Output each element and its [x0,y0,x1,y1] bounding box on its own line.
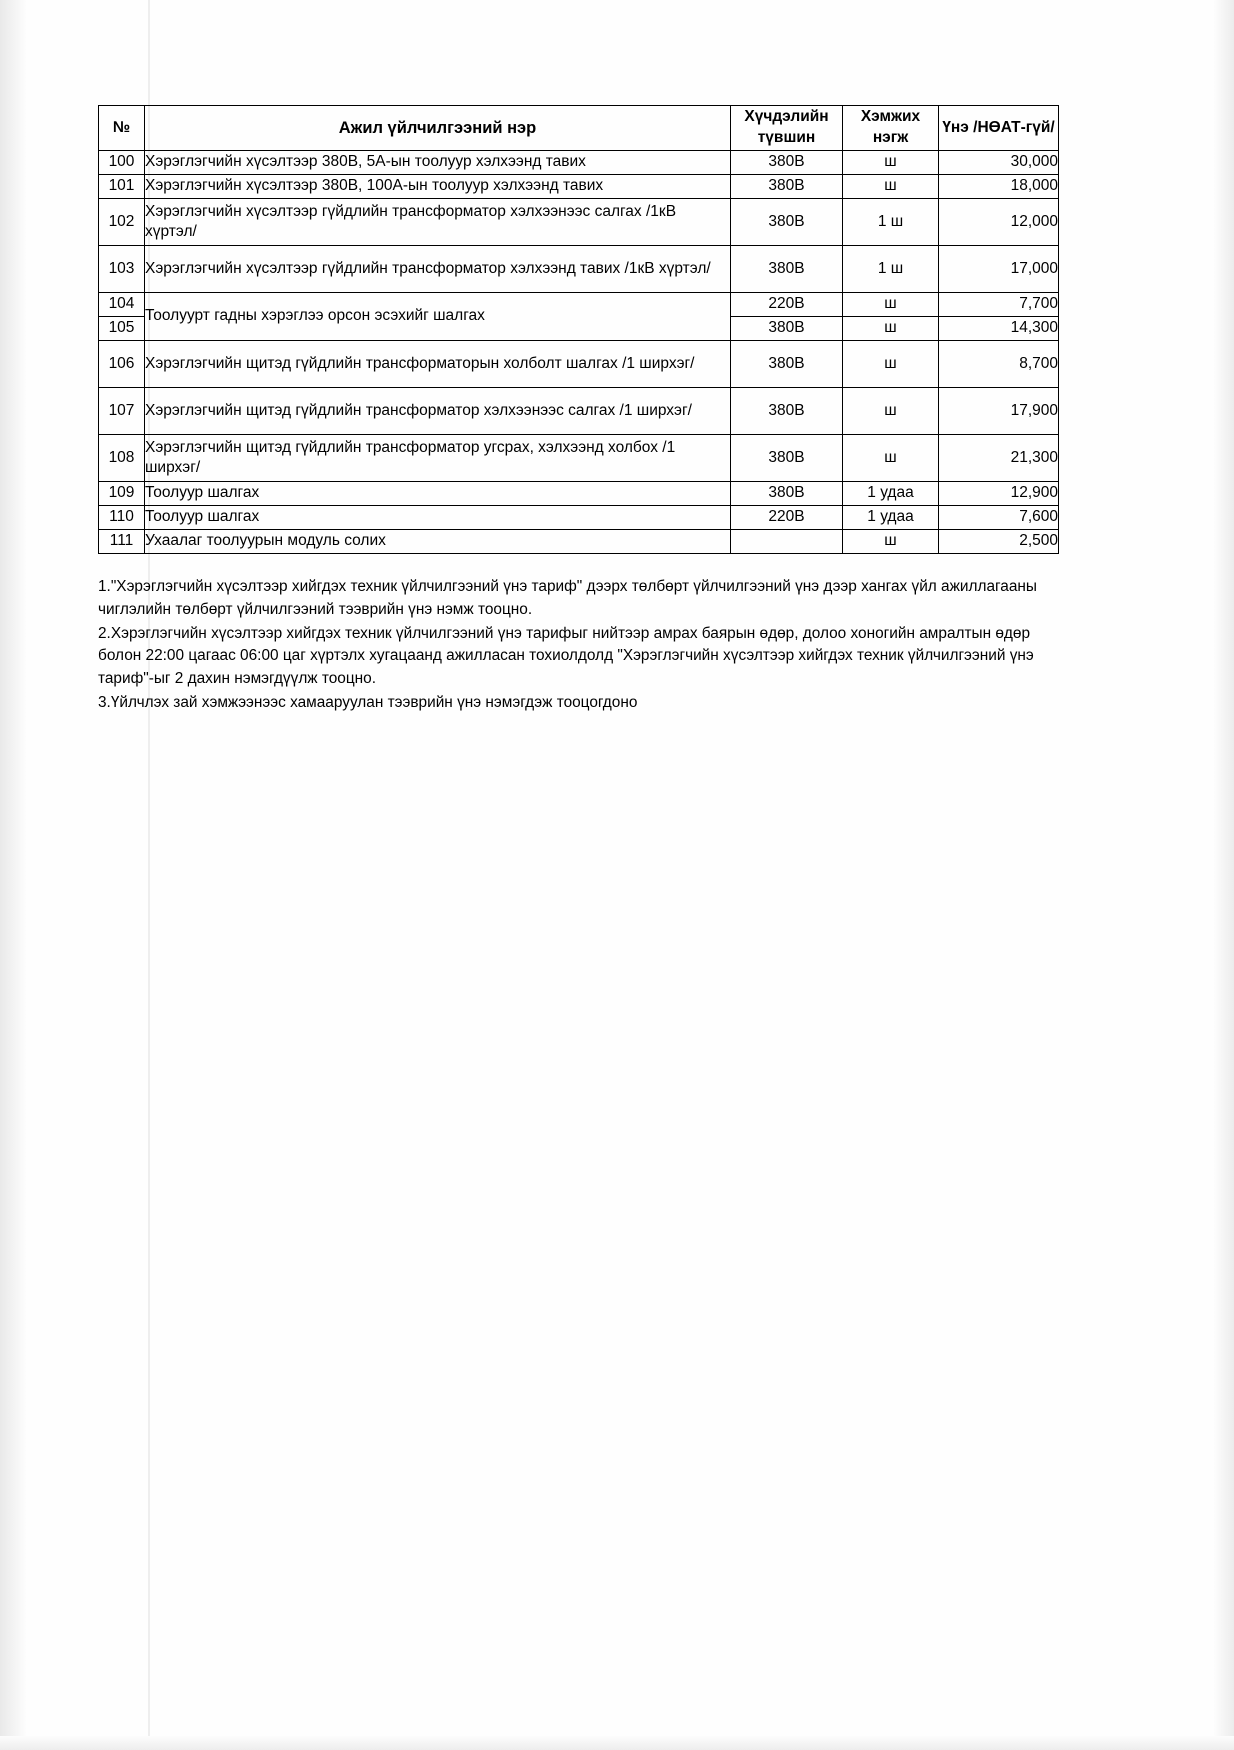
row-unit: ш [843,317,939,341]
row-voltage: 380В [731,151,843,175]
row-price: 8,700 [939,341,1059,388]
table-header [99,106,1059,151]
row-voltage: 380В [731,388,843,435]
row-price: 2,500 [939,530,1059,554]
footnote-3: 3.Үйлчлэх зай хэмжээнээс хамааруулан тээврийн үнэ нэмэгдэж тооцогдоно [98,693,638,711]
row-voltage: 380В [731,199,843,246]
row-service-name: Ухаалаг тоолуурын модуль солих [145,530,731,554]
row-service-name: Хэрэглэгчийн щитэд гүйдлийн трансформатор хэлхээнээс салгах /1 ширхэг/ [145,388,731,435]
row-unit: ш [843,530,939,554]
table-body [99,151,1059,554]
table-row [99,530,1059,554]
header-row [99,106,1059,151]
row-price: 12,900 [939,482,1059,506]
row-number: 109 [99,482,145,506]
header-service-name: Ажил үйлчилгээний нэр [145,106,731,151]
row-unit: 1 ш [843,199,939,246]
row-unit: ш [843,175,939,199]
row-number: 104 [99,293,145,317]
row-number: 102 [99,199,145,246]
row-service-name: Хэрэглэгчийн щитэд гүйдлийн трансформаторын холболт шалгах /1 ширхэг/ [145,341,731,388]
row-number: 107 [99,388,145,435]
header-no: № [99,106,145,151]
row-price: 17,000 [939,246,1059,293]
tariff-table [98,105,1059,554]
row-price: 12,000 [939,199,1059,246]
row-voltage: 380В [731,435,843,482]
scan-edge-bottom [0,1736,1234,1750]
row-unit: ш [843,151,939,175]
row-unit: ш [843,435,939,482]
header-voltage-line2: түвшин [757,129,816,146]
row-number: 106 [99,341,145,388]
header-voltage [731,106,843,151]
row-service-name: Тоолуур шалгах [145,482,731,506]
row-service-name: Хэрэглэгчийн щитэд гүйдлийн трансформатор угсрах, хэлхээнд холбох /1 ширхэг/ [145,435,731,482]
row-number: 108 [99,435,145,482]
document-content [98,105,1058,716]
row-unit: ш [843,388,939,435]
row-service-name: Хэрэглэгчийн хүсэлтээр гүйдлийн трансформатор хэлхээнд тавих /1кВ хүртэл/ [145,246,731,293]
header-unit-line2: нэгж [872,129,909,146]
table-row [99,175,1059,199]
row-number: 105 [99,317,145,341]
row-price: 18,000 [939,175,1059,199]
row-number: 103 [99,246,145,293]
row-number: 100 [99,151,145,175]
row-number: 110 [99,506,145,530]
row-number: 101 [99,175,145,199]
footnote-1: 1."Хэрэглэгчийн хүсэлтээр хийгдэх техник үйлчилгээний үнэ тариф" дээрх төлбөрт үйлчилгээний үнэ дээр хангах үйл ажиллагааны чиглэлийн төлбөрт үйлчилгээний тээврийн үнэ нэмж тооцно. [98,578,1037,618]
table-row [99,435,1059,482]
row-voltage: 380В [731,317,843,341]
table-row [99,341,1059,388]
row-voltage: 380В [731,175,843,199]
table-row [99,506,1059,530]
row-price: 30,000 [939,151,1059,175]
header-voltage-line1: Хүчдэлийн [744,108,829,126]
row-service-name: Хэрэглэгчийн хүсэлтээр гүйдлийн трансформатор хэлхээнээс салгах /1кВ хүртэл/ [145,199,731,246]
row-service-name: Хэрэглэгчийн хүсэлтээр 380В, 100А-ын тоолуур хэлхээнд тавих [145,175,731,199]
row-unit: 1 удаа [843,506,939,530]
table-row [99,246,1059,293]
row-voltage: 380В [731,482,843,506]
row-service-name-merged: Тоолуурт гадны хэрэглээ орсон эсэхийг шалгах [145,293,731,341]
table-row [99,388,1059,435]
footnote-2: 2.Хэрэглэгчийн хүсэлтээр хийгдэх техник үйлчилгээний үнэ тарифыг нийтээр амрах баярын өдөр, долоо хоногийн амралтын өдөр болон 22:00 цагаас 06:00 цаг хүртэлх хугацаанд ажилласан тохиолдолд "Хэрэглэгчийн хүсэлтээр хийгдэх техник үйлчилгээний үнэ тариф"-ыг 2 дахин нэмэгдүүлж тооцно. [98,624,1034,688]
row-voltage: 380В [731,246,843,293]
row-price: 14,300 [939,317,1059,341]
header-unit [843,106,939,151]
header-price: Үнэ /НӨАТ-гүй/ [939,106,1059,151]
row-voltage: 220В [731,506,843,530]
row-voltage: 380В [731,341,843,388]
table-row [99,293,1059,317]
row-unit: ш [843,293,939,317]
scan-edge-left [0,0,26,1750]
row-unit: 1 ш [843,246,939,293]
scan-edge-right [1214,0,1234,1750]
table-row [99,151,1059,175]
row-voltage [731,530,843,554]
header-unit-line1: Хэмжих [860,108,921,126]
row-unit: 1 удаа [843,482,939,506]
row-price: 7,600 [939,506,1059,530]
row-price: 7,700 [939,293,1059,317]
row-unit: ш [843,341,939,388]
row-service-name: Тоолуур шалгах [145,506,731,530]
footnotes [98,576,1053,715]
row-number: 111 [99,530,145,554]
table-row [99,482,1059,506]
row-price: 21,300 [939,435,1059,482]
row-service-name: Хэрэглэгчийн хүсэлтээр 380В, 5А-ын тоолуур хэлхээнд тавих [145,151,731,175]
row-price: 17,900 [939,388,1059,435]
table-row [99,199,1059,246]
row-voltage: 220В [731,293,843,317]
